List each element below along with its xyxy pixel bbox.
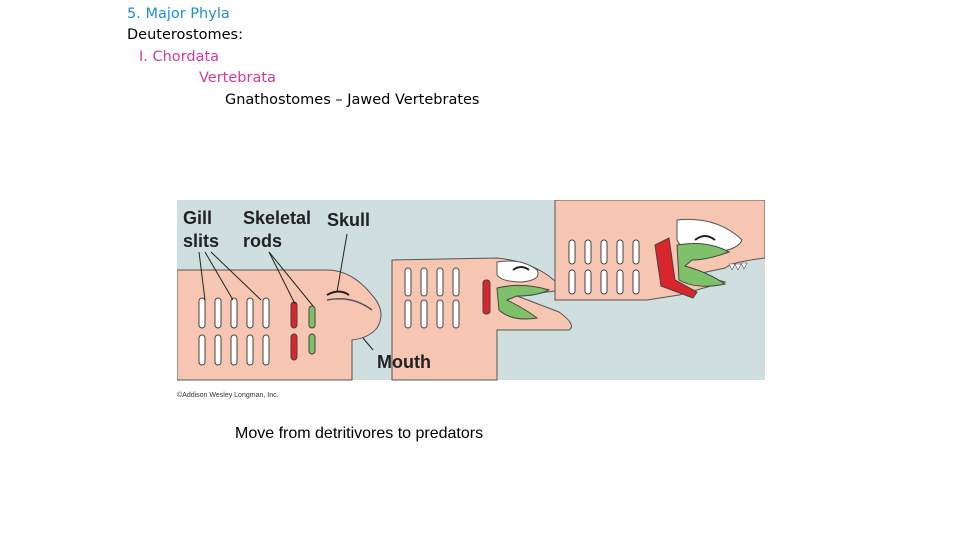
- outline-gnathostomes: Gnathostomes – Jawed Vertebrates: [225, 92, 480, 108]
- outline-vertebrata: Vertebrata: [199, 70, 276, 86]
- label-skeletal: Skeletal: [243, 208, 312, 228]
- figure-caption: Move from detritivores to predators: [235, 425, 484, 442]
- label-skull: Skull: [327, 210, 371, 230]
- jawless-ancestor-illustration: [177, 270, 381, 380]
- outline-chordata: I. Chordata: [139, 49, 220, 65]
- label-slits: slits: [183, 231, 220, 251]
- figure-copyright: ©Addison Wesley Longman, Inc.: [177, 392, 279, 399]
- label-gill: Gill: [183, 208, 213, 228]
- label-mouth: Mouth: [377, 352, 431, 372]
- label-rods: rods: [243, 231, 283, 251]
- outline-deuterostomes: Deuterostomes:: [127, 27, 243, 43]
- outline-heading-major-phyla: 5. Major Phyla: [127, 6, 230, 22]
- jaw-evolution-figure: [177, 200, 765, 400]
